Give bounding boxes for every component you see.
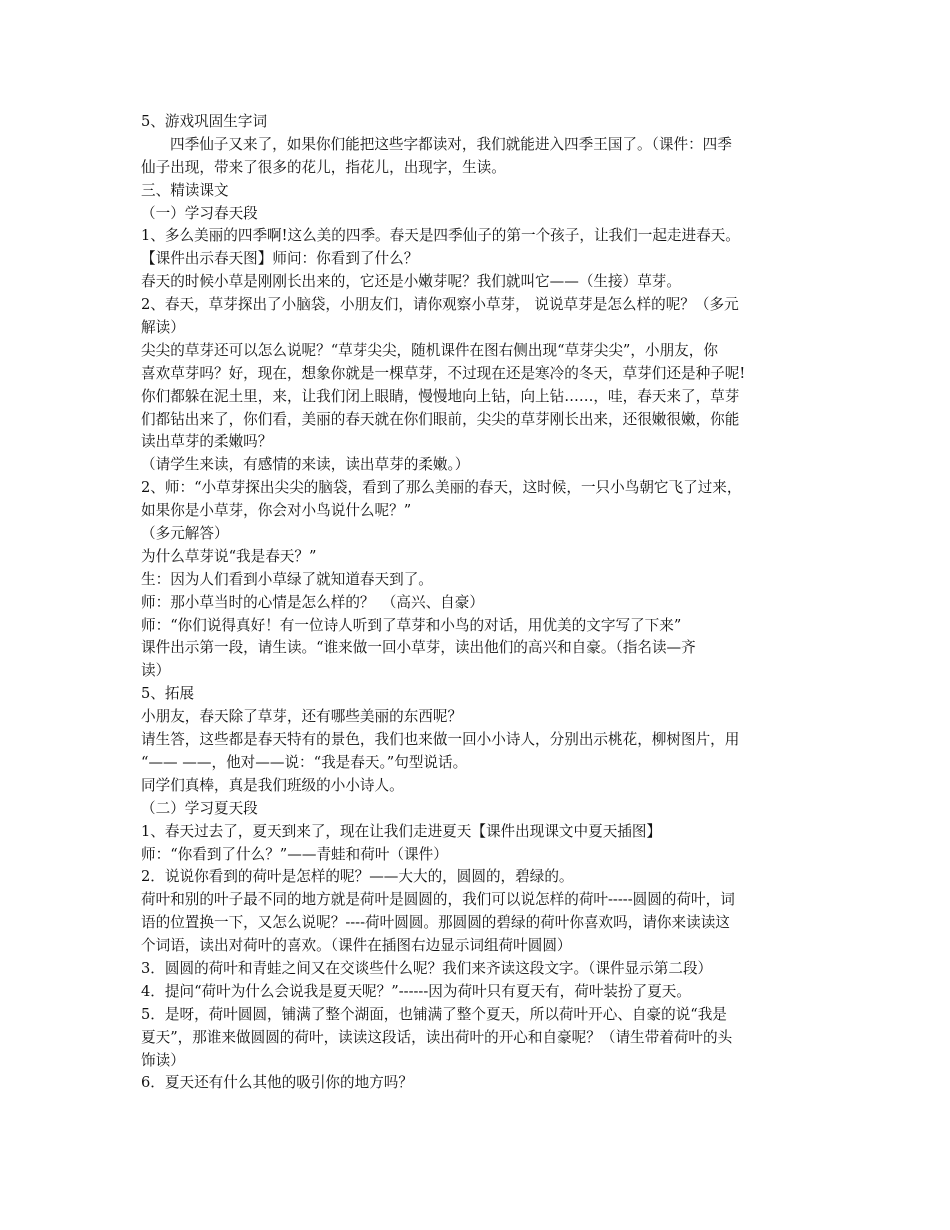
text-line: 2．说说你看到的荷叶是怎样的呢？——大大的，圆圆的，碧绿的。 [141, 868, 574, 886]
text-line: “—— ——，他对——说：“我是春天。”句型说话。 [141, 753, 468, 771]
text-line: 尖尖的草芽还可以怎么说呢？“草芽尖尖，随机课件在图右侧出现“草芽尖尖”，小朋友，你 [141, 341, 718, 359]
text-line: 课件出示第一段，请生读。“谁来做一回小草芽，读出他们的高兴和自豪。（指名读—齐 [141, 639, 696, 657]
text-line: 读） [141, 662, 171, 680]
text-line: 夏天”，那谁来做圆圆的荷叶，读读这段话，读出荷叶的开心和自豪呢？（请生带着荷叶的头 [141, 1028, 733, 1046]
text-line: （请学生来读，有感情的来读，读出草芽的柔嫩。） [141, 456, 470, 474]
text-line: 喜欢草芽吗？好，现在，想象你就是一棵草芽，不过现在还是寒冷的冬天，草芽们还是种子呢! [141, 364, 746, 382]
text-line: 5．是呀，荷叶圆圆，铺满了整个湖面，也铺满了整个夏天，所以荷叶开心、自豪的说“我是 [141, 1005, 727, 1023]
text-line: 语的位置换一下，又怎么说呢？----荷叶圆圆。那圆圆的碧绿的荷叶你喜欢吗，请你来读读这 [141, 914, 730, 932]
text-line: 师：“你们说得真好！有一位诗人听到了草芽和小鸟的对话，用优美的文字写了下来” [141, 616, 682, 634]
text-line: 2、师：“小草芽探出尖尖的脑袋，看到了那么美丽的春天，这时候，一只小鸟朝它飞了过来， [141, 479, 742, 497]
text-line: 个词语，读出对荷叶的喜欢。（课件在插图右边显示词组荷叶圆圆） [141, 937, 572, 955]
text-line: 如果你是小草芽，你会对小鸟说什么呢？” [141, 502, 412, 520]
subsection-heading: （一）学习春天段 [141, 204, 258, 222]
text-line: 1、春天过去了，夏天到来了，现在让我们走进夏天【课件出现课文中夏天插图】 [141, 822, 662, 840]
text-line: 仙子出现，带来了很多的花儿，指花儿，出现字，生读。 [141, 158, 506, 176]
text-line: 为什么草芽说“我是春天？” [141, 547, 317, 565]
text-line: 春天的时候小草是刚刚长出来的，它还是小嫩芽呢？我们就叫它——（生接）草芽。 [141, 273, 681, 291]
text-line: （多元解答） [141, 525, 229, 543]
document-body [141, 111, 821, 1095]
text-line: 请生答，这些都是春天特有的景色，我们也来做一回小小诗人，分别出示桃花，柳树图片，用 [141, 731, 740, 749]
text-line: 荷叶和别的叶子最不同的地方就是荷叶是圆圆的，我们可以说怎样的荷叶-----圆圆的荷叶，词 [141, 891, 735, 909]
text-line: 【课件出示春天图】师问：你看到了什么？ [141, 250, 419, 268]
text-line: 小朋友，春天除了草芽，还有哪些美丽的东西呢？ [141, 708, 463, 726]
text-line: 4．提问“荷叶为什么会说我是夏天呢？”------因为荷叶只有夏天有，荷叶装扮了夏天。 [141, 982, 691, 1000]
text-line: 四季仙子又来了，如果你们能把这些字都读对，我们就能进入四季王国了。（课件：四季 [170, 135, 732, 153]
text-line: 同学们真棒，真是我们班级的小小诗人。 [141, 776, 404, 794]
subsection-heading: （二）学习夏天段 [141, 799, 258, 817]
text-line: 生：因为人们看到小草绿了就知道春天到了。 [141, 570, 433, 588]
text-line: 读出草芽的柔嫩吗？ [141, 433, 273, 451]
text-line: 3．圆圆的荷叶和青蛙之间又在交谈些什么呢？我们来齐读这段文字。（课件显示第二段） [141, 959, 713, 977]
text-line: 5、游戏巩固生字词 [141, 113, 268, 130]
text-line: 6．夏天还有什么其他的吸引你的地方吗？ [141, 1074, 413, 1092]
text-line: 你们都躲在泥土里，来，让我们闭上眼睛，慢慢地向上钻，向上钻……，哇，春天来了，草芽 [141, 387, 740, 405]
section-heading: 三、精读课文 [141, 181, 229, 199]
text-line: 解读） [141, 319, 185, 337]
text-line: 饰读） [141, 1051, 185, 1069]
text-line: 1、多么美丽的四季啊!这么美的四季。春天是四季仙子的第一个孩子，让我们一起走进春天。 [141, 227, 740, 245]
text-line: 师：“你看到了什么？”——青蛙和荷叶（课件） [141, 845, 448, 863]
text-line: 们都钻出来了，你们看，美丽的春天就在你们眼前，尖尖的草芽刚长出来，还很嫩很嫩，你能 [141, 410, 740, 428]
text-line: 师：那小草当时的心情是怎么样的？ （高兴、自豪） [141, 593, 484, 611]
text-line: 2、春天，草芽探出了小脑袋，小朋友们，请你观察小草芽， 说说草芽是怎么样的呢？（多元 [141, 296, 739, 314]
text-line: 5、拓展 [141, 685, 195, 703]
